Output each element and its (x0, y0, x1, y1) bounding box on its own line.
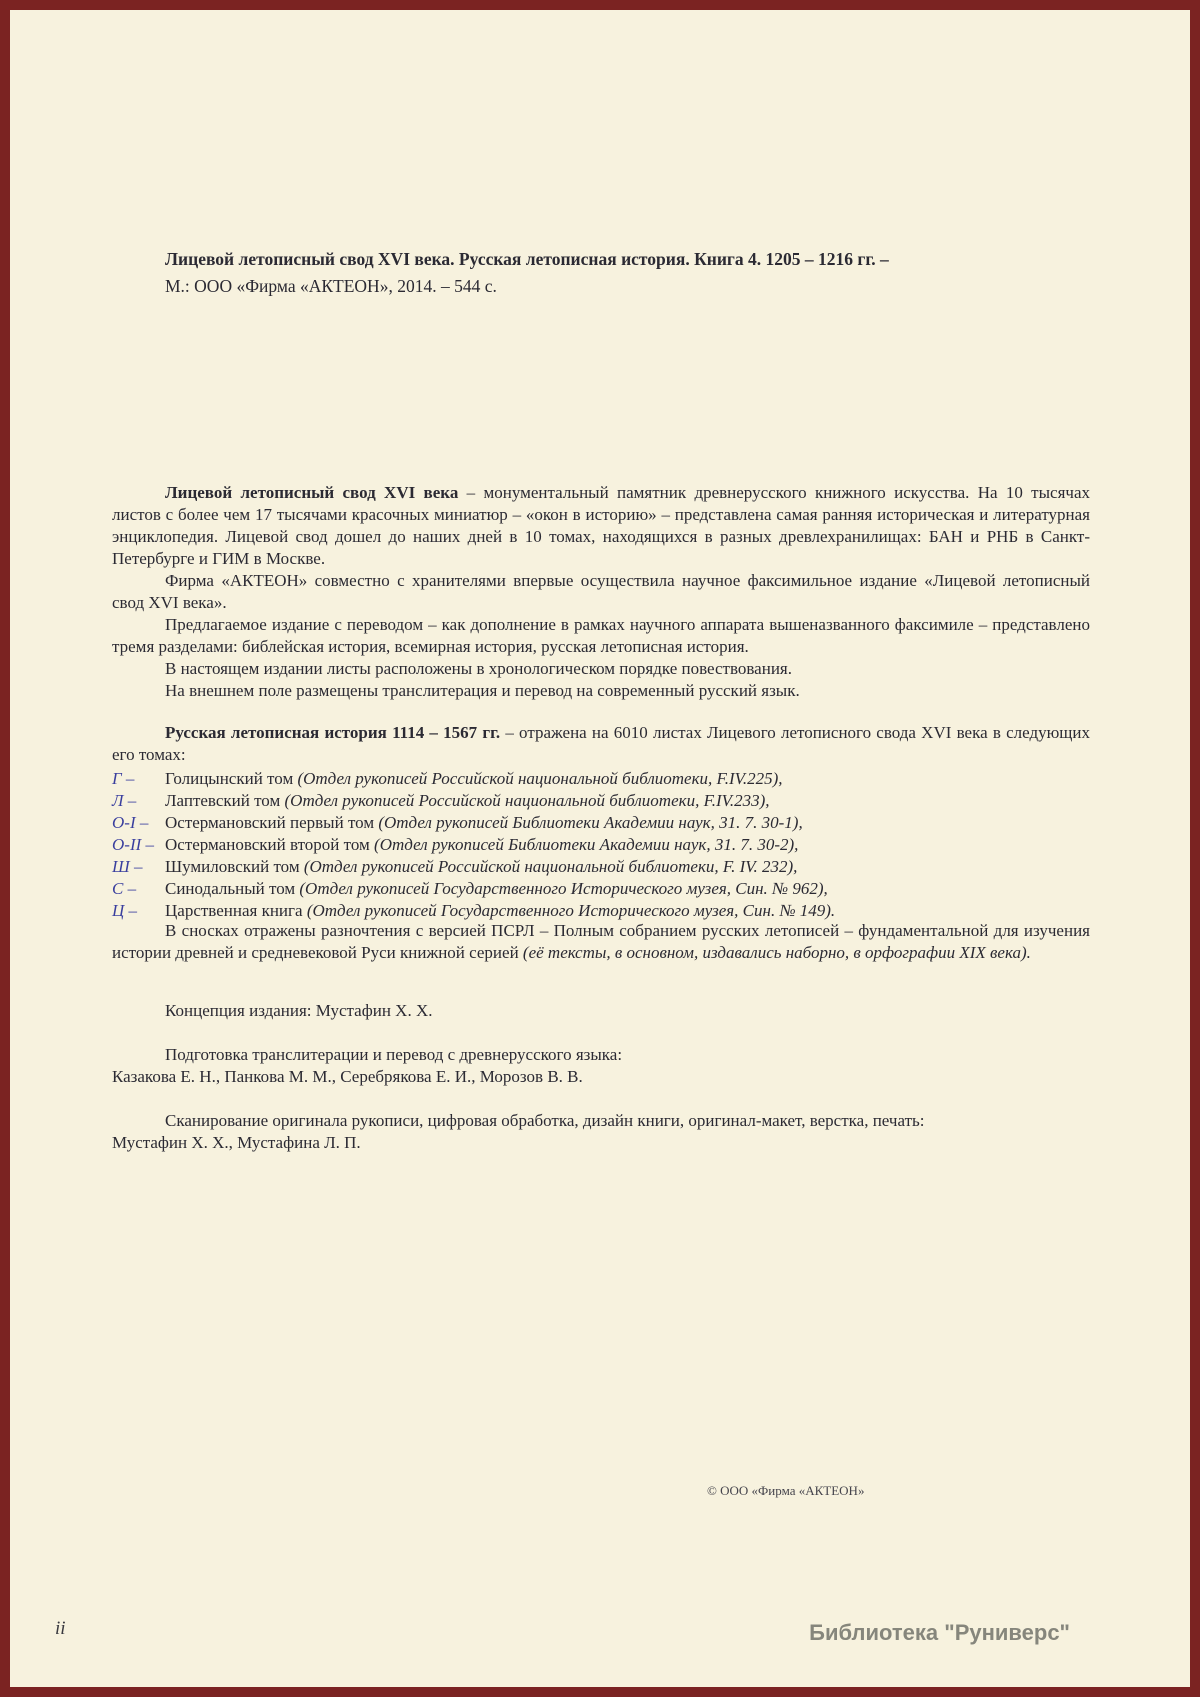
intro-paragraph-1-lead: Лицевой летописный свод XVI века (165, 483, 459, 502)
volume-source: (Отдел рукописей Российской национальной библиотеки, F.IV.225), (297, 769, 783, 788)
imprint-line: М.: ООО «Фирма «АКТЕОН», 2014. – 544 с. (165, 276, 497, 296)
volume-name: Голицынский том (165, 769, 298, 788)
volume-name: Лаптевский том (165, 791, 285, 810)
runivers-library-watermark: Библиотека "Руниверс" (809, 1620, 1070, 1645)
volumes-lead-section (112, 722, 1090, 766)
volume-source: (Отдел рукописей Государственного Исторического музея, Син. № 149). (306, 901, 836, 920)
volume-source: (Отдел рукописей Библиотеки Академии наук, 31. 7. 30-1), (378, 813, 803, 832)
concept-credit (112, 1000, 1090, 1022)
volume-name: Остермановский первый том (165, 813, 379, 832)
intro-paragraph-5: На внешнем поле размещены транслитерация и перевод на современный русский язык. (165, 681, 800, 700)
volumes-list (112, 768, 1090, 922)
volume-row-tsarstvennaya (112, 900, 1090, 922)
page-number: ii (55, 1618, 66, 1639)
volume-name: Синодальный том (165, 879, 300, 898)
psrl-footnote-italic: (её тексты, в основном, издавались наборно, в орфографии XIX века). (522, 943, 1031, 962)
volume-letter: С – (112, 879, 137, 898)
scanning-credit (112, 1110, 1090, 1154)
psrl-footnote-section (112, 920, 1090, 964)
intro-paragraph-4: В настоящем издании листы расположены в хронологическом порядке повествования. (165, 659, 792, 678)
volume-letter: О-I – (112, 813, 149, 832)
volume-row-shumilov (112, 856, 1090, 878)
concept-line: Концепция издания: Мустафин Х. Х. (165, 1001, 433, 1020)
volume-letter: О-II – (112, 835, 155, 854)
volumes-lead-rest: – отражена на 6010 листах Лицевого летописного свода XVI века в следующих его томах: (112, 723, 1090, 764)
volume-letter: Л – (112, 791, 137, 810)
volume-letter: Ц – (112, 901, 138, 920)
volumes-lead-bold: Русская летописная история 1114 – 1567 гг. (165, 723, 501, 742)
volume-source: (Отдел рукописей Российской национальной библиотеки, F. IV. 232), (303, 857, 798, 876)
bibliographic-header (165, 246, 1115, 300)
volume-source: (Отдел рукописей Российской национальной библиотеки, F.IV.233), (284, 791, 770, 810)
scanning-names: Мустафин Х. Х., Мустафина Л. П. (112, 1133, 361, 1152)
volume-row-synodal (112, 878, 1090, 900)
transliteration-credit (112, 1044, 1090, 1088)
transliteration-names: Казакова Е. Н., Панкова М. М., Серебрякова Е. И., Морозов В. В. (112, 1067, 583, 1086)
volume-name: Царственная книга (165, 901, 307, 920)
volumes-lead-paragraph (112, 722, 1090, 766)
volume-row-laptev (112, 790, 1090, 812)
book-title: Лицевой летописный свод XVI века. Русская летописная история. Книга 4. 1205 – 1216 гг. – (165, 249, 889, 269)
intro-paragraph-3: Предлагаемое издание с переводом – как дополнение в рамках научного аппарата вышеназванного факсимиле – представлено тремя разделами: библейская история, всемирная история, русская летописная история. (112, 615, 1090, 656)
intro-paragraph-1 (112, 482, 1090, 570)
psrl-footnote-paragraph (112, 920, 1090, 964)
volume-row-golitsyn (112, 768, 1090, 790)
copyright-notice: © ООО «Фирма «АКТЕОН» (707, 1483, 865, 1498)
scanning-heading: Сканирование оригинала рукописи, цифровая обработка, дизайн книги, оригинал-макет, верстка, печать: (165, 1111, 925, 1130)
volume-name: Остермановский второй том (165, 835, 375, 854)
psrl-footnote-plain: В сносках отражены разночтения с версией ПСРЛ – Полным собранием русских летописей – фундаментальной для изучения истории древней и средневековой Руси книжной серией (112, 921, 1090, 962)
volume-source: (Отдел рукописей Библиотеки Академии наук, 31. 7. 30-2), (374, 835, 799, 854)
introduction-section (112, 482, 1090, 702)
volume-row-osterman-2 (112, 834, 1090, 856)
volume-source: (Отдел рукописей Государственного Исторического музея, Син. № 962), (299, 879, 828, 898)
volume-letter: Г – (112, 769, 135, 788)
intro-paragraph-2: Фирма «АКТЕОН» совместно с хранителями впервые осуществила научное факсимильное издание «Лицевой летописный свод XVI века». (112, 571, 1090, 612)
intro-paragraph-1-body: – монументальный памятник древнерусского книжного искусства. На 10 тысячах листов с более чем 17 тысячами красочных миниатюр – «окон в историю» – представлена самая ранняя историческая и литературная энциклопедия. Лицевой свод дошел до наших дней в 10 томах, находящихся в разных древлехранилищах: БАН и РНБ в Санкт-Петербурге и ГИМ в Москве. (112, 483, 1090, 568)
transliteration-heading: Подготовка транслитерации и перевод с древнерусского языка: (165, 1045, 623, 1064)
volume-row-osterman-1 (112, 812, 1090, 834)
book-title-line (165, 246, 1115, 273)
volume-name: Шумиловский том (165, 857, 304, 876)
volume-letter: Ш – (112, 857, 143, 876)
